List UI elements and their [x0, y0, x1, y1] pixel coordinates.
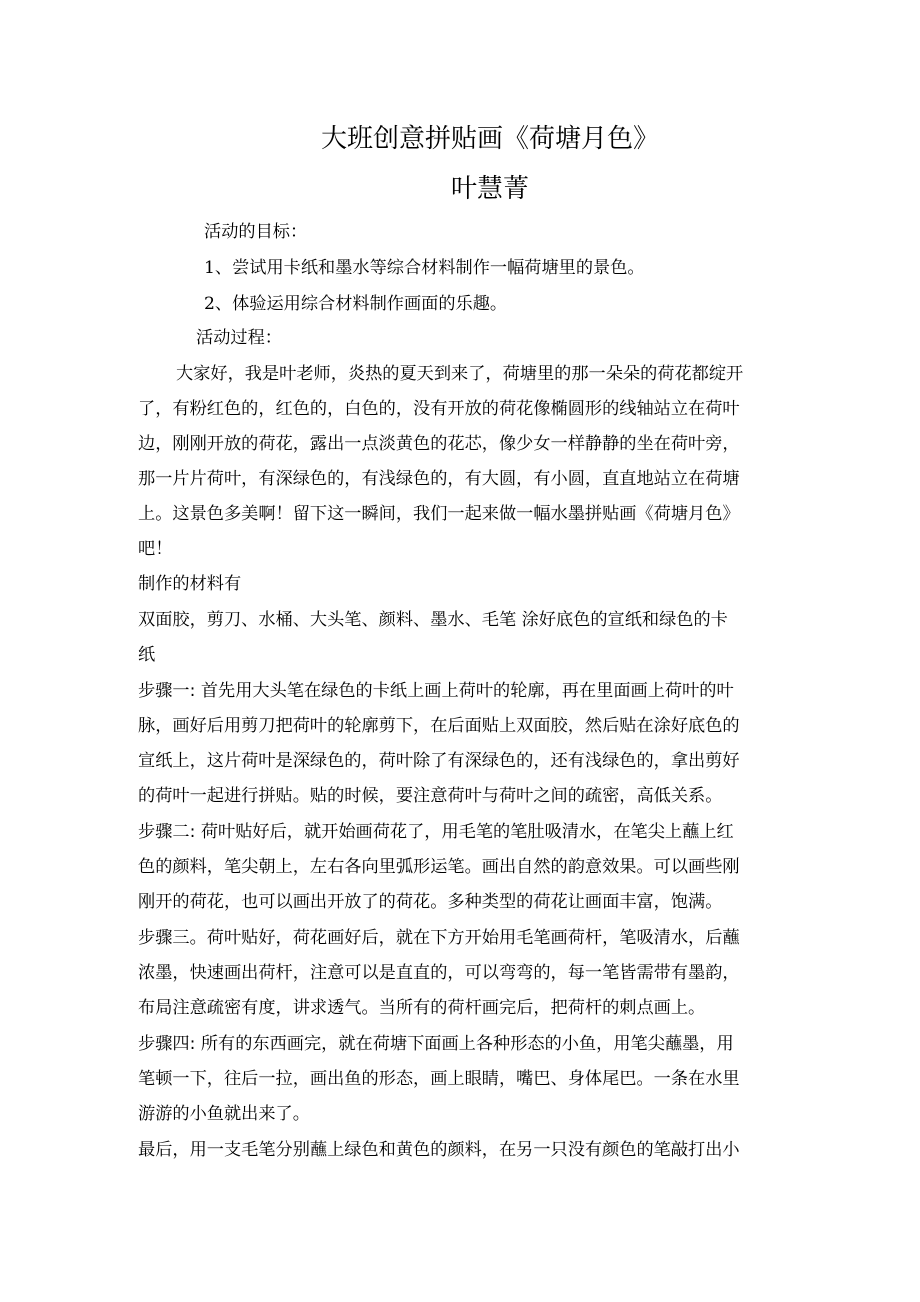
step2-text: 荷叶贴好后，就开始画荷花了，用毛笔的笔肚吸清水，在笔尖上蘸上红: [195, 822, 734, 842]
step1-line: 宣纸上，这片荷叶是深绿色的，荷叶除了有深绿色的，还有浅绿色的，拿出剪好: [138, 751, 740, 771]
intro-paragraph-line: 大家好，我是叶老师，炎热的夏天到来了，荷塘里的那一朵朵的荷花都绽开: [176, 364, 744, 384]
step1-text: 首先用大头笔在绿色的卡纸上画上荷叶的轮廓，再在里面画上荷叶的叶: [195, 681, 734, 701]
materials-line: 纸: [138, 645, 156, 665]
step1-line: [138, 679, 734, 703]
step3-line: 步骤三。荷叶贴好，荷花画好后，就在下方开始用毛笔画荷杆，笔吸清水，后蘸: [138, 928, 740, 948]
intro-paragraph-line: 边，刚刚开放的荷花，露出一点淡黄色的花芯，像少女一样静静的坐在荷叶旁，: [138, 434, 740, 454]
step2-line: 刚开的荷花，也可以画出开放了的荷花。多种类型的荷花让画面丰富，饱满。: [138, 892, 723, 912]
goals-heading: 活动的目标：: [204, 222, 308, 242]
intro-paragraph-line: 吧！: [138, 539, 173, 559]
step3-line: 浓墨，快速画出荷杆，注意可以是直直的，可以弯弯的，每一笔皆需带有墨韵，: [138, 963, 740, 983]
step2-line: 色的颜料，笔尖朝上，左右各向里弧形运笔。画出自然的韵意效果。可以画些刚: [138, 857, 740, 877]
step4-text: 所有的东西画完，就在荷塘下面画上各种形态的小鱼，用笔尖蘸墨，用: [195, 1034, 734, 1054]
intro-paragraph-line: 了，有粉红色的，红色的，白色的，没有开放的荷花像椭圆形的线轴站立在荷叶: [138, 399, 740, 419]
step4-line: 游游的小鱼就出来了。: [138, 1104, 310, 1124]
step4-line: [138, 1032, 734, 1056]
step2-label: 步骤二:: [138, 822, 196, 842]
step1-line: 脉，画好后用剪刀把荷叶的轮廓剪下，在后面贴上双面胶，然后贴在涂好底色的: [138, 716, 740, 736]
step4-line: 笔顿一下，往后一拉，画出鱼的形态，画上眼睛，嘴巴、身体尾巴。一条在水里: [138, 1069, 740, 1089]
intro-paragraph-line: 上。这景色多美啊！留下这一瞬间，我们一起来做一幅水墨拼贴画《荷塘月色》: [138, 504, 740, 524]
materials-line: 双面胶，剪刀、水桶、大头笔、颜料、墨水、毛笔 涂好底色的宣纸和绿色的卡: [138, 610, 728, 630]
process-heading: 活动过程：: [196, 328, 282, 348]
final-line: 最后，用一支毛笔分别蘸上绿色和黄色的颜料，在另一只没有颜色的笔敲打出小: [138, 1140, 740, 1160]
step2-line: [138, 820, 734, 844]
step4-label: 步骤四:: [138, 1034, 196, 1054]
intro-paragraph-line: 那一片片荷叶，有深绿色的，有浅绿色的，有大圆，有小圆，直直地站立在荷塘: [138, 469, 740, 489]
goal-item: 2、体验运用综合材料制作画面的乐趣。: [204, 294, 508, 314]
document-author: 叶慧菁: [450, 174, 529, 204]
materials-heading: 制作的材料有: [138, 574, 242, 594]
step1-line: 的荷叶一起进行拼贴。贴的时候，要注意荷叶与荷叶之间的疏密，高低关系。: [138, 786, 723, 806]
document-title: 大班创意拼贴画《荷塘月色》: [320, 124, 659, 154]
goal-item: 1、尝试用卡纸和墨水等综合材料制作一幅荷塘里的景色。: [204, 258, 645, 278]
step1-label: 步骤一:: [138, 681, 196, 701]
step3-line: 布局注意疏密有度，讲求透气。当所有的荷杆画完后，把荷杆的刺点画上。: [138, 998, 706, 1018]
